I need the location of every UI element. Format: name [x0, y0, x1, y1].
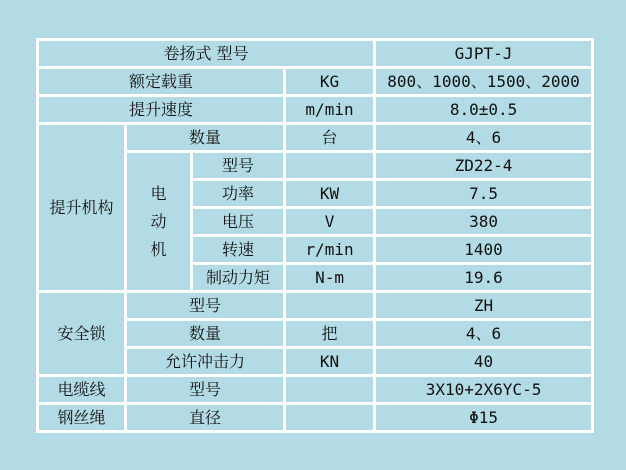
hoist-quantity-label: 数量	[126, 124, 285, 152]
cable-row	[38, 376, 593, 404]
motor-brake-torque-unit: N-m	[285, 264, 375, 292]
load-row-value: 800、1000、1500、2000	[375, 68, 593, 96]
load-row-label: 额定载重	[38, 68, 285, 96]
motor-power-label: 功率	[192, 180, 285, 208]
speed-row-value: 8.0±0.5	[375, 96, 593, 124]
speed-row	[38, 96, 593, 124]
wire-rope-row-param: 直径	[126, 404, 285, 432]
spec-table	[36, 38, 594, 433]
cable-row-label: 电缆线	[38, 376, 126, 404]
motor-voltage-label: 电压	[192, 208, 285, 236]
model-row-value: GJPT-J	[375, 40, 593, 68]
cable-row-value: 3X10+2X6YC-5	[375, 376, 593, 404]
lock-model-value: ZH	[375, 292, 593, 320]
hoist-quantity-value: 4、6	[375, 124, 593, 152]
motor-section-label-text: 电动机	[150, 183, 167, 259]
motor-section-label	[126, 152, 192, 292]
model-row	[38, 40, 593, 68]
motor-model-value: ZD22-4	[375, 152, 593, 180]
speed-row-label: 提升速度	[38, 96, 285, 124]
lock-impact-label: 允许冲击力	[126, 348, 285, 376]
hoist-quantity-unit: 台	[285, 124, 375, 152]
hoist-quantity-row	[38, 124, 593, 152]
wire-rope-row	[38, 404, 593, 432]
wire-rope-row-unit	[285, 404, 375, 432]
load-row-unit: KG	[285, 68, 375, 96]
wire-rope-row-label: 钢丝绳	[38, 404, 126, 432]
cable-row-param: 型号	[126, 376, 285, 404]
safety-lock-section-label: 安全锁	[38, 292, 126, 376]
lock-impact-value: 40	[375, 348, 593, 376]
hoist-section-label: 提升机构	[38, 124, 126, 292]
motor-speed-value: 1400	[375, 236, 593, 264]
motor-power-unit: KW	[285, 180, 375, 208]
model-row-label: 卷扬式 型号	[38, 40, 375, 68]
lock-quantity-value: 4、6	[375, 320, 593, 348]
motor-voltage-unit: V	[285, 208, 375, 236]
motor-voltage-value: 380	[375, 208, 593, 236]
motor-speed-label: 转速	[192, 236, 285, 264]
lock-quantity-label: 数量	[126, 320, 285, 348]
lock-quantity-unit: 把	[285, 320, 375, 348]
motor-brake-torque-value: 19.6	[375, 264, 593, 292]
motor-speed-unit: r/min	[285, 236, 375, 264]
load-row	[38, 68, 593, 96]
motor-model-label: 型号	[192, 152, 285, 180]
speed-row-unit: m/min	[285, 96, 375, 124]
cable-row-unit	[285, 376, 375, 404]
lock-model-unit	[285, 292, 375, 320]
motor-power-value: 7.5	[375, 180, 593, 208]
lock-model-label: 型号	[126, 292, 285, 320]
lock-model-row	[38, 292, 593, 320]
lock-impact-unit: KN	[285, 348, 375, 376]
wire-rope-row-value: Φ15	[375, 404, 593, 432]
motor-model-unit	[285, 152, 375, 180]
motor-brake-torque-label: 制动力矩	[192, 264, 285, 292]
